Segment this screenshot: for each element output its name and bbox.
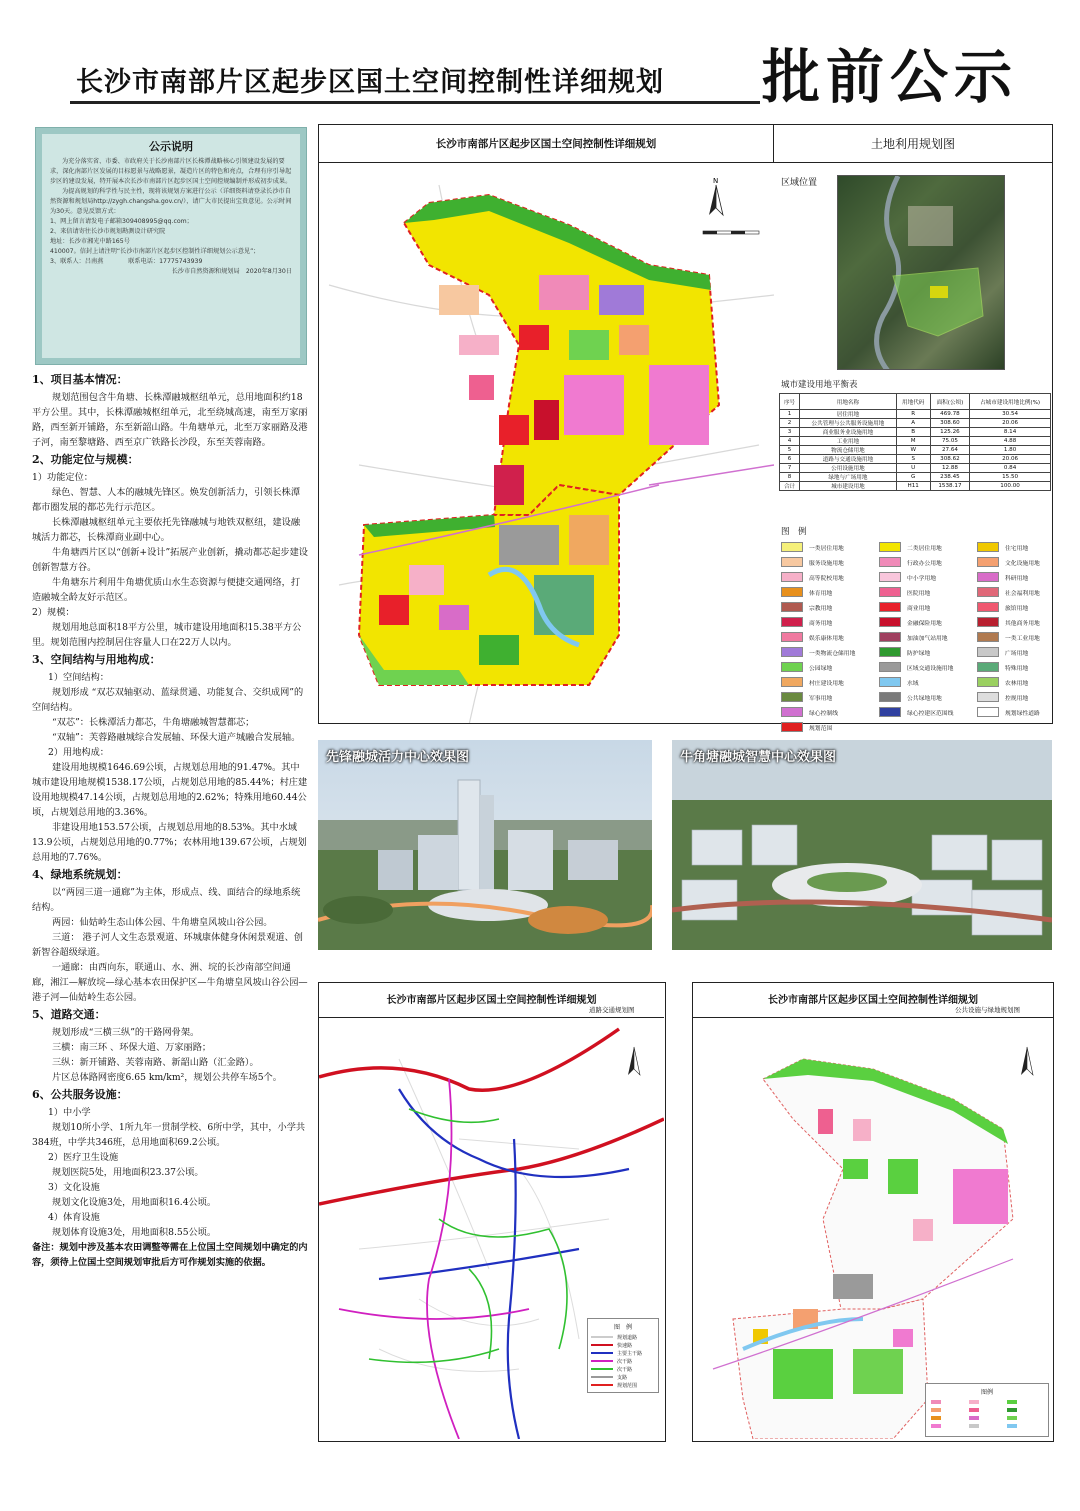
legend-swatch — [781, 647, 803, 657]
notice-signature: 长沙市自然资源和规划局 2020年8月30日 — [171, 268, 292, 275]
legend-label: 加油加气站用地 — [907, 635, 948, 642]
road-legend-label: 次干路 — [617, 1366, 633, 1373]
legend-swatch — [781, 662, 803, 672]
table-header-cell: 面积(公顷) — [930, 394, 969, 410]
table-row — [780, 419, 1051, 428]
section-paragraph: 1）功能定位： — [32, 472, 93, 483]
table-row — [780, 428, 1051, 437]
table-cell: B — [896, 428, 930, 437]
legend-swatch — [781, 557, 803, 567]
section-paragraph: 绿色、智慧、人本的融城先锋区。焕发创新活力，引领长株潭都市圈发展的都芯先行示范区。 — [32, 487, 301, 513]
legend-item — [977, 676, 1071, 688]
legend-swatch — [879, 542, 901, 552]
legend-label: 区域交通设施用地 — [907, 665, 954, 672]
road-legend-label: 次干路 — [617, 1358, 633, 1365]
legend-swatch — [781, 587, 803, 597]
legend-label: 商务用地 — [809, 620, 833, 627]
section-paragraph: “双芯”：长株潭活力都芯，牛角塘融城智慧都芯； — [52, 717, 255, 728]
road-legend-item — [591, 1333, 655, 1341]
table-cell: 8 — [780, 473, 800, 482]
legend-item — [977, 691, 1071, 703]
table-row — [780, 473, 1051, 482]
legend-label: 旅馆用地 — [1005, 605, 1029, 612]
legend-label: 绿心控建区范围线 — [907, 710, 954, 717]
legend-label: 社会福利用地 — [1005, 590, 1040, 597]
table-cell: R — [896, 410, 930, 419]
legend-label: 金融保险用地 — [907, 620, 942, 627]
section-paragraph: 两园：仙姑岭生态山体公园、牛角塘皇风坡山谷公园。 — [52, 917, 273, 928]
table-cell: G — [896, 473, 930, 482]
legend-swatch — [781, 542, 803, 552]
section-paragraph: 2）用地构成： — [48, 747, 109, 758]
notice-paragraph: 为充分落实省、市委、市政府关于长沙南部片区长株潭战略核心引领建设发展的要求，深化南部片区发展的目标愿景与战略愿景，凝造片区的特色和亮点，合理有序引导起步区的建设发展，特开展本次长沙市南部片区起步区国土空间控规编制并形成初步成果。 — [50, 158, 292, 185]
legend-label: 水域 — [907, 680, 919, 687]
legend-label: 一类工业用地 — [1005, 635, 1040, 642]
green-legend-swatches — [929, 1398, 1045, 1432]
notice-paragraph: 1、网上留言请发电子邮箱309408995@qq.com； — [50, 218, 193, 225]
section-paragraph: 一通廊：由西向东，联通山、水、洲、垸的长沙南部空间通廊，湘江—解放垸—绿心基本农田保护区—牛角塘皇风坡山谷公园—港子河—仙姑岭生态公园。 — [32, 962, 308, 1003]
legend-label: 二类居住用地 — [907, 545, 942, 552]
notice-paragraph: 地址：长沙市湘光中路165号 — [50, 238, 130, 245]
table-cell: 308.62 — [930, 455, 969, 464]
green-panel-title: 长沙市南部片区起步区国土空间控制性详细规划 — [768, 995, 978, 1006]
table-row — [780, 455, 1051, 464]
section-paragraph: 三横：南三环 、环保大道、万家丽路； — [52, 1042, 212, 1053]
legend-swatch — [977, 692, 999, 702]
notice-box — [36, 128, 306, 364]
location-label: 区域位置 — [781, 178, 818, 188]
legend-label: 宗教用地 — [809, 605, 833, 612]
legend-item — [879, 631, 973, 643]
section-paragraph: 规划范围包含牛角塘、长株潭融城枢纽单元，总用地面积约18平方公里。其中，长株潭融城枢纽单元，北至绕城高速，南至万家丽路，西至新开铺路，东至新韶山路。牛角塘单元，北至万家丽路及港子河，南至黎塘路、西至京广铁路长沙段，东至芙蓉南路。 — [32, 392, 308, 448]
notice-paragraph: 3、联系人：吕南燕 联系电话：17775743939 — [50, 258, 203, 265]
section-paragraph: 备注：规划中涉及基本农田调整等需在上位国土空间规划中确定的内容，须待上位国土空间规划审批后方可作规划实施的依据。 — [32, 1242, 308, 1268]
legend-swatch — [879, 662, 901, 672]
legend-swatch — [781, 677, 803, 687]
road-legend-line — [591, 1368, 613, 1370]
legend-swatch — [879, 677, 901, 687]
section-paragraph: 规划体育设施3处，用地面积8.55公顷。 — [52, 1227, 217, 1238]
scale-bar — [701, 229, 761, 243]
green-facility-map — [693, 1019, 1053, 1439]
table-cell: 20.06 — [970, 455, 1051, 464]
table-cell: 4 — [780, 437, 800, 446]
header — [0, 0, 1080, 118]
table-cell: 物流仓储用地 — [800, 446, 897, 455]
legend-swatch — [781, 617, 803, 627]
legend-swatch — [977, 572, 999, 582]
road-legend-line — [591, 1352, 613, 1354]
legend-item — [977, 631, 1071, 643]
table-row — [780, 464, 1051, 473]
legend-label: 科研用地 — [1005, 575, 1029, 582]
legend-swatch — [781, 632, 803, 642]
section-paragraph: 规划10所小学、1所九年一贯制学校、6所中学，其中，小学共384班，中学共346班，总用地面积69.2公顷。 — [32, 1122, 306, 1148]
table-cell: 居住用地 — [800, 410, 897, 419]
road-legend-item — [591, 1357, 655, 1365]
table-cell: 469.78 — [930, 410, 969, 419]
legend-item — [879, 541, 973, 553]
land-use-map-title: 土地利用规划图 — [870, 137, 955, 151]
section-paragraph: 牛角塘东片利用牛角塘优质山水生态资源与便捷交通网络，打造融城全龄友好示范区。 — [32, 577, 301, 603]
legend-item — [879, 676, 973, 688]
table-row — [780, 482, 1051, 491]
legend-label: 商业用地 — [907, 605, 931, 612]
legend-item — [781, 571, 875, 583]
legend-swatch — [977, 617, 999, 627]
legend-label: 防护绿地 — [907, 650, 931, 657]
legend-item — [977, 661, 1071, 673]
legend-item — [977, 586, 1071, 598]
legend-item — [781, 646, 875, 658]
table-header-cell: 占城市建设用地比例(%) — [970, 394, 1051, 410]
green-legend-title: 图例 — [980, 1389, 993, 1396]
rendering-left-label: 先锋融城活力中心效果图 — [326, 750, 470, 765]
legend-item — [879, 646, 973, 658]
table-cell: 308.60 — [930, 419, 969, 428]
rendering-right-label: 牛角塘融城智慧中心效果图 — [680, 750, 837, 765]
land-use-panel-header — [319, 125, 1052, 163]
table-cell: 1538.17 — [930, 482, 969, 491]
section-heading: 5、道路交通： — [32, 1008, 106, 1021]
table-cell: 1 — [780, 410, 800, 419]
legend-item — [781, 616, 875, 628]
legend-label: 一类居住用地 — [809, 545, 844, 552]
notice-title: 公示说明 — [149, 140, 193, 153]
table-cell: 合计 — [780, 482, 800, 491]
road-legend-item — [591, 1349, 655, 1357]
table-cell: 27.64 — [930, 446, 969, 455]
road-legend-line — [591, 1384, 613, 1386]
legend-swatch — [879, 692, 901, 702]
section-paragraph: 1）空间结构： — [48, 672, 109, 683]
notice-paragraph: 为提高规划的科学性与民主性，现将该规划方案进行公示（详细资料请登录长沙市自然资源和规划局http://zygh.changsha.gov.cn/），请广大市民提出宝贵意见。公示时间为30天。意见反馈方式： — [50, 188, 292, 215]
table-cell: H11 — [896, 482, 930, 491]
land-balance-table — [779, 393, 1051, 491]
legend-title: 图 例 — [781, 527, 807, 537]
road-legend-label: 规划道路 — [617, 1334, 638, 1341]
legend-swatch — [977, 647, 999, 657]
stamp-title: 批前公示 — [762, 43, 1019, 111]
table-header-cell: 用地名称 — [800, 394, 897, 410]
section-paragraph: “双轴”：芙蓉路融城综合发展轴、环保大道产城融合发展轴。 — [52, 732, 301, 743]
green-plan-panel — [692, 982, 1054, 1442]
section-heading: 4、绿地系统规划： — [32, 868, 128, 881]
legend-label: 控规用地 — [1005, 695, 1029, 702]
section-paragraph: 以“两园三道一通廊”为主体，形成点、线、面结合的绿地系统结构。 — [32, 887, 301, 913]
road-legend-title: 图 例 — [613, 1324, 632, 1331]
table-cell: 3 — [780, 428, 800, 437]
table-cell: S — [896, 455, 930, 464]
table-cell: 4.88 — [970, 437, 1051, 446]
road-legend-item — [591, 1381, 655, 1389]
legend-label: 广场用地 — [1005, 650, 1029, 657]
section-heading: 3、空间结构与用地构成： — [32, 653, 161, 666]
legend-swatch — [781, 572, 803, 582]
legend-label: 服务设施用地 — [809, 560, 844, 567]
notice-paragraph: 2、来信请寄往长沙市规划勘测设计研究院 — [50, 228, 166, 235]
road-legend-line — [591, 1336, 613, 1338]
road-legend-label: 快速路 — [617, 1342, 633, 1349]
legend-item — [977, 571, 1071, 583]
table-row — [780, 446, 1051, 455]
legend-label: 特殊用地 — [1005, 665, 1029, 672]
table-cell: W — [896, 446, 930, 455]
legend-swatch — [977, 632, 999, 642]
legend-item — [977, 556, 1071, 568]
table-cell: 100.00 — [970, 482, 1051, 491]
legend-swatch — [879, 707, 901, 717]
table-cell: 道路与交通设施用地 — [800, 455, 897, 464]
legend-item — [781, 541, 875, 553]
legend-label: 规划范围 — [809, 725, 833, 732]
north-arrow-icon — [1015, 1043, 1039, 1083]
legend-item — [781, 691, 875, 703]
legend-item — [879, 601, 973, 613]
table-cell: 2 — [780, 419, 800, 428]
table-header-cell: 用地代码 — [896, 394, 930, 410]
satellite-location-image — [837, 175, 1005, 370]
legend-label: 文化设施用地 — [1005, 560, 1040, 567]
legend-item — [879, 616, 973, 628]
section-paragraph: 牛角塘西片区以“创新+设计”拓展产业创新，撬动都芯起步建设创新智慧方谷。 — [32, 547, 308, 573]
table-cell: 8.14 — [970, 428, 1051, 437]
legend-swatch — [977, 602, 999, 612]
legend-item — [781, 706, 875, 718]
table-cell: U — [896, 464, 930, 473]
legend-swatch — [879, 617, 901, 627]
road-legend-item — [591, 1373, 655, 1381]
table-cell: 5 — [780, 446, 800, 455]
legend-swatch — [879, 602, 901, 612]
legend-item — [879, 691, 973, 703]
land-use-legend — [781, 541, 1071, 733]
section-heading: 1、项目基本情况： — [32, 373, 128, 386]
road-panel-title: 长沙市南部片区起步区国土空间控制性详细规划 — [386, 995, 597, 1006]
road-legend-label: 主要主干路 — [617, 1350, 643, 1357]
table-cell: 30.54 — [970, 410, 1051, 419]
legend-item — [977, 706, 1071, 718]
land-use-panel — [318, 124, 1053, 732]
table-cell: 20.06 — [970, 419, 1051, 428]
rendering-right — [672, 740, 1052, 950]
section-heading: 2、功能定位与规模： — [32, 453, 139, 466]
legend-label: 体育用地 — [809, 590, 833, 597]
land-use-panel-title: 长沙市南部片区起步区国土空间控制性详细规划 — [319, 125, 774, 162]
legend-item — [879, 706, 973, 718]
legend-item — [879, 586, 973, 598]
table-cell: 238.45 — [930, 473, 969, 482]
land-use-map — [319, 165, 774, 723]
legend-swatch — [781, 707, 803, 717]
legend-label: 公园绿地 — [809, 665, 833, 672]
table-cell: 12.88 — [930, 464, 969, 473]
legend-label: 中小学用地 — [907, 575, 936, 582]
section-paragraph: 建设用地规模1646.69公顷，占规划总用地的91.47%。其中城市建设用地规模1538.17公顷，占规划总用地的85.44%；村庄建设用地规模47.14公顷，占规划总用地的2.62%；特殊用地60.44公顷，占规划总用地的3.36%。 — [32, 762, 308, 818]
svg-text:N: N — [713, 177, 719, 185]
legend-item — [781, 631, 875, 643]
north-arrow-icon — [622, 1043, 646, 1083]
legend-swatch — [977, 542, 999, 552]
legend-label: 娱乐康体用地 — [809, 635, 844, 642]
table-cell: 公共管理与公共服务设施用地 — [800, 419, 897, 428]
legend-item — [879, 556, 973, 568]
legend-swatch — [879, 587, 901, 597]
legend-swatch — [781, 722, 803, 732]
table-cell: 工业用地 — [800, 437, 897, 446]
section-paragraph: 三纵：新开铺路、芙蓉南路、新韶山路（汇金路）。 — [52, 1057, 259, 1068]
table-cell: 75.05 — [930, 437, 969, 446]
legend-label: 村庄建设用地 — [809, 680, 844, 687]
section-paragraph: 规划形成“三横三纵”的干路网骨架。 — [52, 1027, 200, 1038]
legend-item — [781, 601, 875, 613]
table-cell: 公用设施用地 — [800, 464, 897, 473]
table-cell: 商业服务业设施用地 — [800, 428, 897, 437]
legend-label: 规划绿性道路 — [1005, 710, 1040, 717]
legend-item — [977, 541, 1071, 553]
section-paragraph: 非建设用地153.57公顷，占规划总用地的8.53%。其中水域13.9公顷，占规划总用地的0.77%；农林用地139.67公顷，占规划总用地的7.76%。 — [32, 822, 307, 863]
page-title: 长沙市南部片区起步区国土空间控制性详细规划 — [76, 67, 664, 98]
section-paragraph: 规划形成 “双芯双轴驱动、蓝绿贯通、功能复合、交织成网”的空间结构。 — [32, 687, 304, 713]
legend-label: 医院用地 — [907, 590, 931, 597]
north-arrow-icon — [701, 175, 731, 225]
legend-item — [781, 721, 875, 733]
road-legend-label: 规划范围 — [617, 1382, 638, 1389]
table-cell: 绿地与广场用地 — [800, 473, 897, 482]
legend-swatch — [977, 662, 999, 672]
table-cell: 0.84 — [970, 464, 1051, 473]
section-paragraph: 3）文化设施 — [48, 1182, 100, 1193]
section-paragraph: 三道： 港子河人文生态景观道、环城康体健身休闲景观道、创新智谷超级绿道。 — [32, 932, 303, 958]
table-row — [780, 437, 1051, 446]
legend-item — [977, 646, 1071, 658]
section-paragraph: 2）规模： — [32, 607, 75, 618]
legend-label: 高等院校用地 — [809, 575, 844, 582]
table-cell: 6 — [780, 455, 800, 464]
legend-swatch — [781, 692, 803, 702]
legend-item — [781, 586, 875, 598]
table-header-cell: 序号 — [780, 394, 800, 410]
legend-label: 农林用地 — [1005, 680, 1029, 687]
road-legend-item — [591, 1365, 655, 1373]
legend-item — [977, 601, 1071, 613]
legend-swatch — [977, 587, 999, 597]
legend-swatch — [879, 632, 901, 642]
section-paragraph: 规划医院5处，用地面积23.37公顷。 — [52, 1167, 204, 1178]
legend-swatch — [977, 677, 999, 687]
rendering-left — [318, 740, 652, 950]
table-cell: 城市建设用地 — [800, 482, 897, 491]
notice-paragraph: 410007。信封上请注明“长沙市南部片区起步区控制性详细规划公示意见”； — [50, 248, 260, 255]
legend-item — [879, 661, 973, 673]
legend-label: 行政办公用地 — [907, 560, 942, 567]
legend-label: 其他商务用地 — [1005, 620, 1040, 627]
legend-item — [781, 556, 875, 568]
balance-table-title: 城市建设用地平衡表 — [781, 380, 858, 390]
section-paragraph: 1）中小学 — [48, 1107, 91, 1118]
legend-swatch — [879, 647, 901, 657]
section-heading: 6、公共服务设施： — [32, 1088, 128, 1101]
description-column — [32, 370, 308, 1270]
legend-swatch — [977, 557, 999, 567]
legend-item — [781, 661, 875, 673]
road-legend-item — [591, 1341, 655, 1349]
road-legend-line — [591, 1376, 613, 1378]
table-row — [780, 410, 1051, 419]
green-legend — [925, 1383, 1049, 1437]
legend-label: 军事用地 — [809, 695, 833, 702]
legend-swatch — [977, 707, 999, 717]
legend-label: 公共绿地用地 — [907, 695, 942, 702]
section-paragraph: 长株潭融城枢纽单元主要依托先锋融城与地铁双枢纽，建设融城活力都芯，长株潭商业副中心。 — [32, 517, 301, 543]
road-plan-panel — [318, 982, 666, 1442]
table-cell: M — [896, 437, 930, 446]
legend-item — [879, 571, 973, 583]
legend-swatch — [781, 602, 803, 612]
section-paragraph: 4）体育设施 — [48, 1212, 100, 1223]
road-legend-line — [591, 1360, 613, 1362]
legend-item — [781, 676, 875, 688]
green-panel-subtitle: 公共设施与绿地规划图 — [955, 1006, 1020, 1014]
title-underline — [70, 101, 760, 104]
road-legend — [587, 1318, 659, 1393]
road-legend-label: 支路 — [617, 1374, 628, 1381]
legend-label: 绿心控制线 — [809, 710, 838, 717]
legend-label: 一类物流仓储用地 — [809, 650, 856, 657]
legend-label: 住宅用地 — [1005, 545, 1029, 552]
table-cell: 7 — [780, 464, 800, 473]
section-paragraph: 2）医疗卫生设施 — [48, 1152, 119, 1163]
table-cell: A — [896, 419, 930, 428]
road-legend-line — [591, 1344, 613, 1346]
table-cell: 1.80 — [970, 446, 1051, 455]
section-paragraph: 片区总体路网密度6.65 km/km²，规划公共停车场5个。 — [52, 1072, 282, 1083]
section-paragraph: 规划用地总面积18平方公里，城市建设用地面积15.38平方公里。规划范围内控制居住容量人口在22万人以内。 — [32, 622, 302, 648]
legend-swatch — [879, 557, 901, 567]
road-panel-subtitle: 道路交通规划图 — [589, 1006, 635, 1014]
table-cell: 125.26 — [930, 428, 969, 437]
section-paragraph: 规划文化设施3处，用地面积16.4公顷。 — [52, 1197, 217, 1208]
legend-swatch — [879, 572, 901, 582]
table-cell: 15.50 — [970, 473, 1051, 482]
legend-item — [977, 616, 1071, 628]
